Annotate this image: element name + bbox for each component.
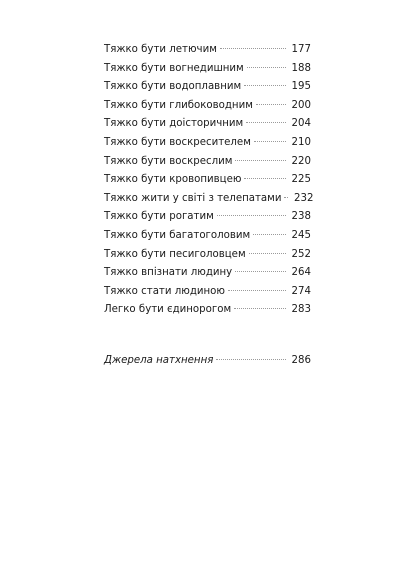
toc-entry[interactable]: [104, 41, 311, 60]
toc-entry-page: 210: [291, 136, 311, 148]
toc-entry-page: 188: [291, 62, 311, 74]
toc-entry-title: Тяжко бути глибоководним: [104, 99, 253, 111]
dot-leader: [247, 67, 286, 68]
section-spacer: [104, 320, 311, 352]
toc-entry-title: Тяжко бути доісторичним: [104, 118, 244, 130]
toc-entry-title: Джерела натхнення: [104, 354, 214, 366]
toc-entry-title: Тяжко бути багатоголовим: [104, 229, 251, 241]
toc-entry-page: 274: [291, 285, 311, 297]
toc-entry[interactable]: [104, 78, 311, 97]
toc-entry-page: 204: [291, 118, 311, 130]
dot-leader: [256, 104, 286, 105]
table-of-contents: [104, 41, 314, 371]
toc-entry[interactable]: [104, 171, 311, 190]
toc-entry[interactable]: [104, 264, 311, 283]
toc-entry-title: Тяжко бути летючим: [104, 44, 217, 55]
dot-leader: [244, 178, 286, 179]
toc-entry-page: 195: [291, 81, 311, 93]
toc-entry-page: 220: [291, 155, 311, 167]
dot-leader: [244, 85, 286, 86]
dot-leader: [216, 359, 286, 360]
dot-leader: [217, 215, 286, 216]
toc-entry-title: Тяжко жити у світі з телепатами: [104, 192, 282, 204]
dot-leader: [284, 197, 288, 198]
toc-entry[interactable]: [104, 97, 311, 116]
dot-leader: [220, 48, 286, 49]
toc-entry[interactable]: [104, 246, 311, 265]
toc-entry-page: 177: [291, 44, 311, 55]
toc-entry[interactable]: [104, 115, 311, 134]
toc-entry[interactable]: [104, 283, 311, 302]
dot-leader: [234, 308, 286, 309]
toc-entry-page: 232: [294, 192, 314, 204]
dot-leader: [249, 253, 286, 254]
toc-entry-title: Тяжко бути воскресителем: [104, 136, 251, 148]
dot-leader: [235, 160, 286, 161]
toc-entry-title: Тяжко бути рогатим: [104, 211, 214, 223]
toc-entry-title: Тяжко впізнати людину: [104, 267, 233, 279]
dot-leader: [235, 271, 286, 272]
toc-entry[interactable]: [104, 190, 314, 209]
toc-entry-page: 200: [291, 99, 311, 111]
toc-entry-page: 283: [291, 304, 311, 316]
toc-entry-page: 238: [291, 211, 311, 223]
toc-entry-page: 264: [291, 267, 311, 279]
toc-entry-title: Легко бути єдинорогом: [104, 304, 232, 316]
toc-entry[interactable]: [104, 153, 311, 172]
toc-entry[interactable]: [104, 208, 311, 227]
toc-entry[interactable]: [104, 134, 311, 153]
toc-entry-page: 245: [291, 229, 311, 241]
toc-entry-title: Тяжко бути кровопивцею: [104, 174, 242, 186]
toc-entry-title: Тяжко бути песиголовцем: [104, 248, 246, 260]
toc-entry-title: Тяжко стати людиною: [104, 285, 225, 297]
dot-leader: [254, 141, 286, 142]
toc-entry[interactable]: [104, 60, 311, 79]
dot-leader: [246, 122, 286, 123]
toc-entry[interactable]: [104, 301, 311, 320]
toc-entry-sources[interactable]: [104, 352, 311, 371]
toc-entry-page: 286: [291, 354, 311, 366]
dot-leader: [228, 290, 286, 291]
toc-entry-title: Тяжко бути вогнедишним: [104, 62, 244, 74]
toc-entry-title: Тяжко бути воскреслим: [104, 155, 233, 167]
toc-entry-title: Тяжко бути водоплавним: [104, 81, 242, 93]
toc-entry-page: 252: [291, 248, 311, 260]
toc-entry[interactable]: [104, 227, 311, 246]
dot-leader: [253, 234, 286, 235]
toc-entry-page: 225: [291, 174, 311, 186]
